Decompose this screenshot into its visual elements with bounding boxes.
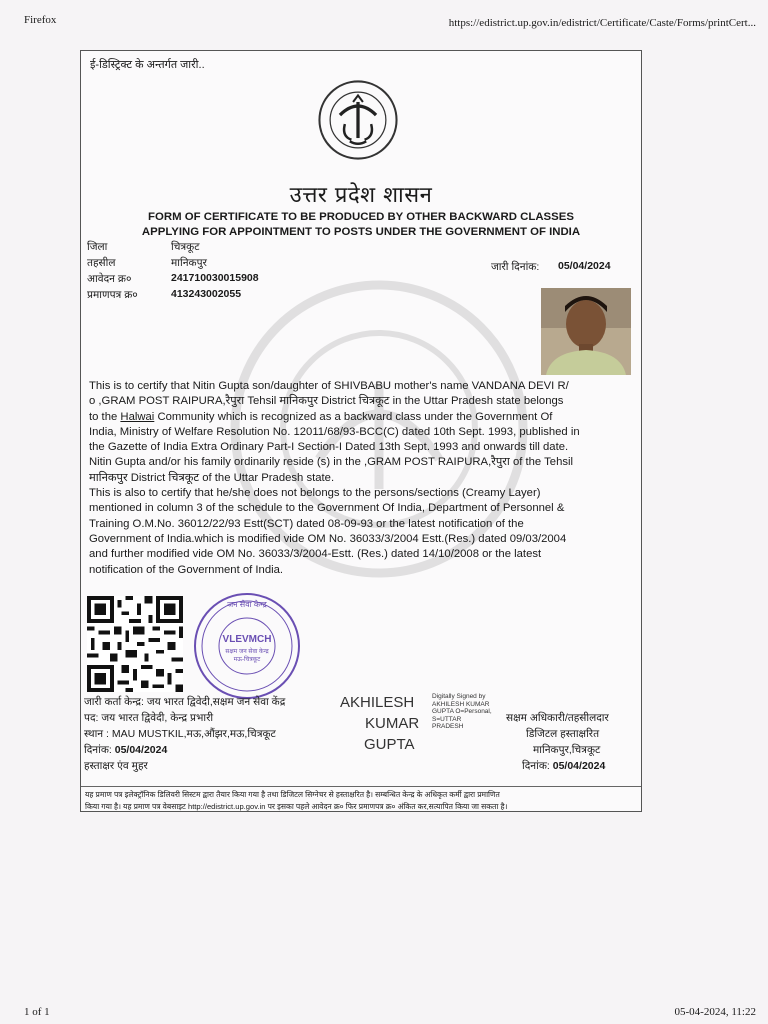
- issuer-center-line: जारी कर्ता केन्द्र: जय भारत द्विवेदी,सक्षम जन सेवा केंद्र: [84, 696, 286, 708]
- govt-title: उत्तर प्रदेश शासन: [289, 183, 433, 208]
- authority-date-line: [522, 759, 605, 775]
- body-line: Nitin Gupta and/or his family ordinarily reside (s) in the ,GRAM POST RAIPURA,रैपुरा of the Tehsil: [89, 456, 574, 469]
- detail-value-certificate-no: 413243002055: [171, 288, 242, 300]
- issued-under-text: ई-डिस्ट्रिक्ट के अन्तर्गत जारी..: [90, 59, 205, 71]
- issue-date: 05/04/2024: [558, 260, 611, 272]
- certificate: [80, 50, 642, 812]
- qr-code-icon[interactable]: [87, 596, 183, 692]
- body-line: India, Ministry of Welfare Resolution No. 12011/68/93-BCC(C) dated 10th Sept. 1993, published in: [89, 425, 580, 438]
- page-url[interactable]: https://edistrict.up.gov.in/edistrict/Certificate/Caste/Forms/printCert...: [448, 17, 756, 29]
- browser-app-name: Firefox: [24, 14, 57, 26]
- form-title-line-2: APPLYING FOR APPOINTMENT TO POSTS UNDER THE GOVERNMENT OF INDIA: [141, 226, 581, 238]
- detail-label-tehsil: तहसील: [87, 257, 116, 269]
- detail-value-application-no: 241710030015908: [171, 272, 259, 284]
- authority-title: सक्षम अधिकारी/तहसीलदार: [506, 712, 609, 724]
- body-line: notification of the Government of India.: [89, 563, 284, 576]
- body-line: and further modified vide OM No. 36033/3/2004-Estt. (Res.) dated 14/10/2008 or the latest: [89, 548, 542, 561]
- body-text-fragment: Community which is recognized as a backward class under the Government Of: [154, 410, 553, 423]
- body-line: o ,GRAM POST RAIPURA,रैपुरा Tehsil मानिकपुर District चित्रकूट in the Uttar Pradesh state belongs: [89, 395, 564, 408]
- body-line: This is also to certify that he/she does not belongs to the persons/sections (Creamy Layer): [89, 487, 541, 500]
- issuer-post-line: पद: जय भारत द्विवेदी, केन्द्र प्रभारी: [84, 712, 214, 724]
- detail-value-tehsil: मानिकपुर: [171, 257, 207, 269]
- body-text-fragment: to the: [89, 410, 121, 423]
- authority-digital-signed: डिजिटल हस्ताक्षरित: [526, 728, 600, 740]
- verification-disclaimer: [81, 786, 641, 815]
- form-title: [101, 210, 621, 240]
- issuer-date-label: दिनांक:: [84, 744, 112, 756]
- caste-name: Halwai: [120, 410, 155, 423]
- certificate-body: [89, 379, 634, 578]
- issue-date-label: जारी दिनांक:: [491, 261, 540, 273]
- applicant-photo: [541, 288, 631, 375]
- body-line: [89, 410, 634, 425]
- seal-line-3: मऊ-चित्रकूट: [233, 657, 261, 663]
- applicant-photo-image: [541, 288, 631, 375]
- body-line: the Gazette of India Extra Ordinary Part-I Section-I Dated 13th Sept. 1993 and onwards till date.: [89, 441, 569, 454]
- detail-label-application-no: आवेदन क्र०: [87, 273, 132, 285]
- detail-label-certificate-no: प्रमाणपत्र क्र०: [87, 289, 138, 301]
- body-line: Government of India.which is modified vide OM No. 36033/3/2004 Estt.(Res.) dated 09/03/2004: [89, 532, 567, 545]
- digital-sign-meta-3: GUPTA O=Personal,: [432, 708, 492, 715]
- issuer-sign-line: हस्ताक्षर एंव मुहर: [84, 760, 148, 772]
- digital-sign-meta-2: AKHILESH KUMAR: [432, 700, 490, 708]
- disclaimer-line-2: किया गया है। यह प्रमाण पत्र वेबसाइट http://edistrict.up.gov.in पर इसका पहले आवेदन क्र० फिर प्रमाणपत्र क्र० अंकित कर,सत्यापित किया जा सकता है।: [85, 802, 508, 811]
- digital-sign-meta-5: PRADESH: [432, 723, 464, 730]
- detail-value-district: चित्रकूट: [171, 241, 200, 253]
- seal-line-2: सक्षम जन सेवा केन्द्र: [225, 649, 269, 655]
- form-title-line-1: FORM OF CERTIFICATE TO BE PRODUCED BY OTHER BACKWARD CLASSES: [148, 211, 574, 223]
- print-timestamp: 05-04-2024, 11:22: [674, 1006, 756, 1018]
- issuer-date-line: [84, 743, 167, 759]
- page-count: 1 of 1: [24, 1006, 50, 1018]
- authority-date: 05/04/2024: [552, 760, 606, 772]
- disclaimer-line-1: यह प्रमाण पत्र इलेक्ट्रॉनिक डिलिवरी सिस्टम द्वारा तैयार किया गया है तथा डिजिटल सिग्नेचर से हस्ताक्षरित है। सम्बन्धित केन्द्र के अधिकृत कर्मी द्वारा प्रमाणित: [85, 790, 500, 799]
- csc-seal-stamp: [189, 591, 305, 701]
- digital-sign-meta-4: S=UTTAR: [432, 715, 462, 723]
- digital-sign-meta-1: Digitally Signed by: [432, 693, 486, 700]
- body-line: Training O.M.No. 36012/22/93 Estt(SCT) dated 08-09-93 or the latest notification of the: [89, 517, 524, 530]
- detail-label-district: जिला: [87, 241, 108, 253]
- authority-place: मानिकपुर,चित्रकूट: [533, 744, 601, 756]
- issuer-date: 05/04/2024: [114, 744, 168, 756]
- signer-name-line-3: GUPTA: [364, 736, 415, 753]
- issuer-place-line: स्थान : MAU MUSTKIL,मऊ,औंझर,मऊ,चित्रकूट: [84, 728, 276, 740]
- up-govt-emblem-icon: [317, 79, 399, 161]
- body-line: मानिकपुर District चित्रकूट of the Uttar Pradesh state.: [89, 471, 335, 484]
- authority-date-label: दिनांक:: [522, 760, 550, 772]
- body-line: mentioned in column 3 of the schedule to the Government Of India, Department of Personnel &: [89, 502, 565, 515]
- signer-name-line-2: KUMAR: [365, 715, 420, 732]
- signer-name-line-1: AKHILESH: [340, 694, 415, 711]
- seal-center-text: VLEVMCH: [222, 634, 272, 645]
- digital-sign-meta: [432, 693, 492, 731]
- seal-ring-text: जन सेवा केन्द्र: [227, 600, 267, 609]
- body-line: This is to certify that Nitin Gupta son/daughter of SHIVBABU mother's name VANDANA DEVI R/: [89, 380, 569, 392]
